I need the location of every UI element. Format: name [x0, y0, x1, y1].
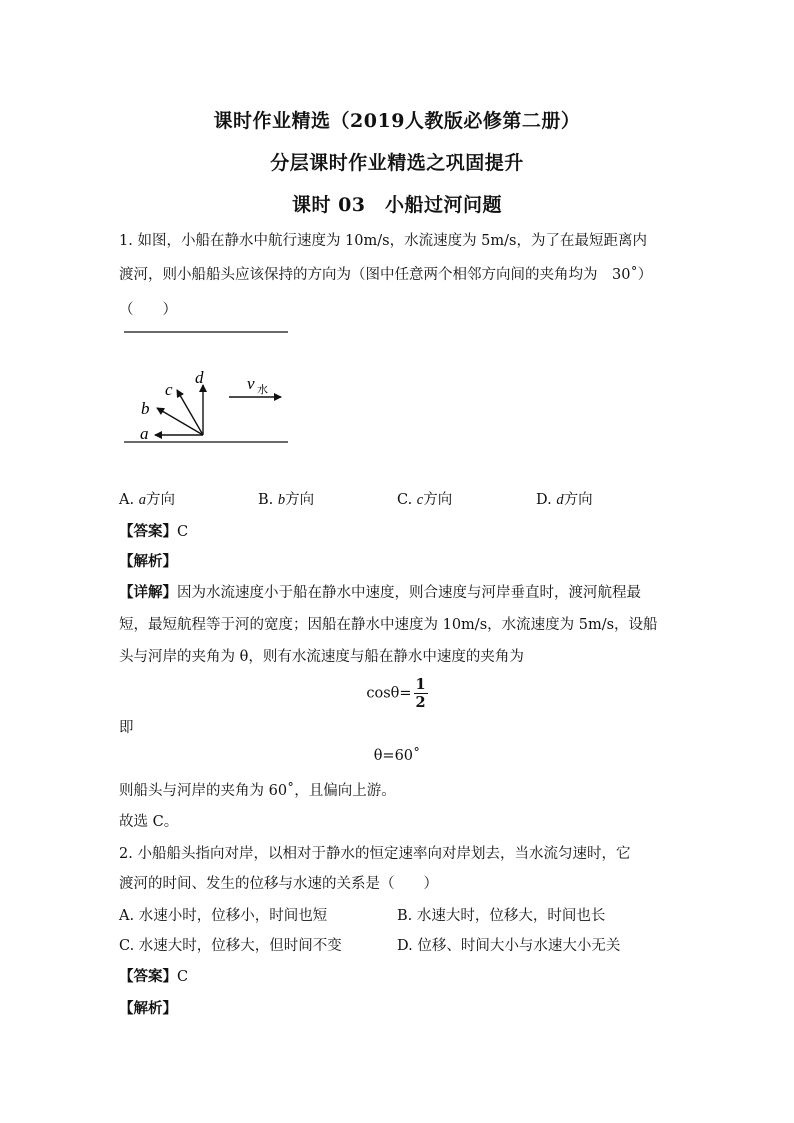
q1-detail-line3: 头与河岸的夹角为 θ，则有水流速度与船在静水中速度的夹角为 — [119, 649, 524, 665]
q2-option-a: A. 水速小时，位移小，时间也短 — [119, 908, 328, 924]
q1-analysis-label: 【解析】 — [119, 553, 177, 570]
q1-ji: 即 — [119, 720, 134, 736]
q2-answer: 【答案】C — [119, 968, 189, 985]
arrow-b — [157, 408, 203, 435]
label-a: a — [140, 424, 149, 443]
q1-stem-line1: 1. 如图，小船在静水中航行速度为 10m/s，水流速度为 5m/s，为了在最短距离内 — [119, 233, 647, 249]
q2-option-b: B. 水速大时，位移大，时间也长 — [397, 908, 606, 924]
q1-river-figure — [115, 325, 295, 450]
q1-conclusion: 则船头与河岸的夹角为 60˚，且偏向上游。 — [119, 783, 396, 799]
q1-answer: 【答案】C — [119, 523, 189, 540]
document-title: 课时作业精选（2019人教版必修第二册） — [213, 110, 581, 132]
document-subtitle: 分层课时作业精选之巩固提升 — [270, 152, 524, 174]
q1-option-a: A. a方向 — [119, 492, 175, 508]
q2-stem-line2: 渡河的时间、发生的位移与水速的关系是（ ） — [119, 876, 438, 892]
label-v-water-subscript: 水 — [257, 384, 268, 396]
label-d: d — [195, 368, 204, 387]
q1-option-b: B. b方向 — [258, 492, 315, 508]
q1-stem-line2: 渡河，则小船船头应该保持的方向为（图中任意两个相邻方向间的夹角均为 30˚） — [119, 267, 653, 283]
label-c: c — [165, 380, 173, 399]
lesson-title: 课时 03 小船过河问题 — [291, 194, 503, 216]
q2-option-c: C. 水速大时，位移大，但时间不变 — [119, 938, 342, 954]
q1-choose: 故选 C。 — [119, 814, 179, 830]
arrow-c — [177, 390, 203, 435]
q1-detail-line2: 短，最短航程等于河的宽度；因船在静水中速度为 10m/s，水流速度为 5m/s，设船 — [119, 617, 658, 633]
q2-option-d: D. 位移、时间大小与水速大小无关 — [397, 938, 621, 954]
label-b: b — [141, 399, 150, 418]
q1-option-d: D. d方向 — [536, 492, 593, 508]
q1-formula-cos: cosθ= $\frac{1}{2}$ — [366, 676, 426, 711]
q1-formula-theta: θ=60˚ — [373, 748, 421, 764]
q1-option-c: C. c方向 — [397, 492, 453, 508]
label-v-water: v — [247, 374, 255, 393]
q1-detail-line1: 【详解】因为水流速度小于船在静水中速度，则合速度与河岸垂直时，渡河航程最 — [119, 584, 641, 601]
q1-stem-line3: （ ） — [119, 302, 177, 318]
q2-analysis-label: 【解析】 — [119, 1000, 177, 1017]
q2-stem-line1: 2. 小船船头指向对岸，以相对于静水的恒定速率向对岸划去，当水流匀速时，它 — [119, 846, 631, 862]
